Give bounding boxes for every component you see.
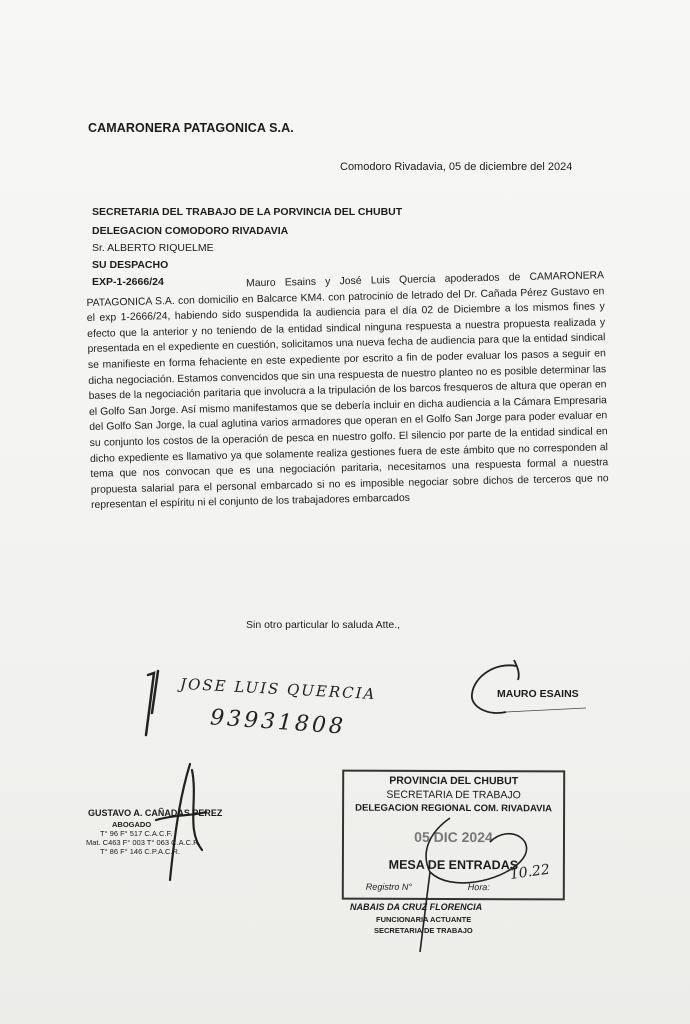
place-date: Comodoro Rivadavia, 05 de diciembre del 2024	[340, 161, 573, 173]
signature-esains-mark	[466, 652, 626, 722]
lawyer-name: GUSTAVO A. CAÑADAS PEREZ	[88, 808, 223, 818]
officer-role: FUNCIONARIA ACTUANTE	[376, 915, 472, 924]
stamp-mauro-esains: MAURO ESAINS	[497, 688, 579, 700]
lawyer-title: ABOGADO	[112, 820, 152, 829]
signature-quercia-mark	[140, 665, 180, 745]
recipient-line-5: EXP-1-2666/24	[92, 276, 164, 288]
officer-name: NABAIS DA CRUZ FLORENCIA	[350, 902, 483, 912]
company-header: CAMARONERA PATAGONICA S.A.	[88, 121, 294, 135]
stamp-office: MESA DE ENTRADAS	[388, 857, 519, 873]
letter-body-text: Mauro Esains y José Luis Quercia apoderados de CAMARONERA PATAGONICA S.A. con domicilio en Balcarce KM4. con patrocinio de letrado del Dr. Cañada Pérez Gustavo en el exp 1-2666/24, habiendo sido suspendida la audiencia para el día 02 de Diciembre a los mismos fines y efecto que la anterior y no teniendo de la entidad sindical ninguna respuesta a nuestra propuesta realizada y presentada en el expediente en cuestión, solicitamos una nueva fecha de audiencia para que la entidad sindical se manifieste en forma fehaciente en este expediente por escrito a fin de poder evaluar los pasos a seguir en dicha negociación. Estamos convencidos que sin una respuesta de nuestro planteo no es posible determinar las bases de la negociación paritaria que involucra a la tripulación de los barcos fresqueros de altura que operan en el Golfo San Jorge. Así mismo manifestamos que se debería incluir en dicha audiencia a la Cámara Empresaria del Golfo San Jorge, la cual aglutina varios armadores que operan en el Golfo San Jorge para poder evaluar en su conjunto los costos de la operación de pesca en nuestro golfo. El silencio por parte de la entidad sindical en dicho expediente es llamativo ya que solamente realiza gestiones fuera de este ámbito que no corresponden al tema que nos convocan que es una negociación paritaria, necesitamos una respuesta formal a nuestra propuesta salarial para el personal embarcado si no es imposible negociar sobre dichos de terceros que no representan el espíritu ni el conjunto de los trabajadores embarcados	[86, 270, 609, 512]
recipient-line-4: SU DESPACHO	[92, 259, 169, 271]
stamp-registro-label: Registro N°	[365, 881, 412, 892]
lawyer-registration-2: Mat. C463 F° 003 T° 063 C.A.C.R.	[86, 838, 201, 847]
letter-body	[86, 268, 609, 514]
stamp-line-secretaria: SECRETARIA DE TRABAJO	[386, 788, 521, 802]
stamp-date: 05 DIC 2024	[414, 828, 493, 846]
lawyer-registration-3: T° 86 F° 146 C.P.A.C.R.	[100, 847, 181, 856]
recipient-line-1: SECRETARIA DEL TRABAJO DE LA PORVINCIA DEL CHUBUT	[92, 206, 403, 218]
recipient-line-2: DELEGACION COMODORO RIVADAVIA	[92, 225, 289, 237]
stamp-line-province: PROVINCIA DEL CHUBUT	[389, 774, 519, 788]
handwritten-number: 93931808	[209, 705, 347, 740]
stamp-hora-label: Hora:	[467, 882, 490, 893]
closing-line: Sin otro particular lo saluda Atte.,	[246, 619, 401, 631]
officer-secretaria: SECRETARIA DE TRABAJO	[374, 926, 473, 935]
recipient-line-3: Sr. ALBERTO RIQUELME	[92, 242, 214, 254]
stamp-handwritten-time: 10.22	[508, 861, 551, 883]
handwritten-name: JOSE LUIS QUERCIA	[179, 674, 377, 704]
lawyer-registration-1: T° 96 F° 517 C.A.C.F.	[100, 829, 173, 838]
signature-lawyer-mark	[146, 760, 216, 890]
stamp-line-delegacion: DELEGACION REGIONAL COM. RIVADAVIA	[355, 802, 553, 815]
reception-signature-mark	[390, 812, 590, 962]
